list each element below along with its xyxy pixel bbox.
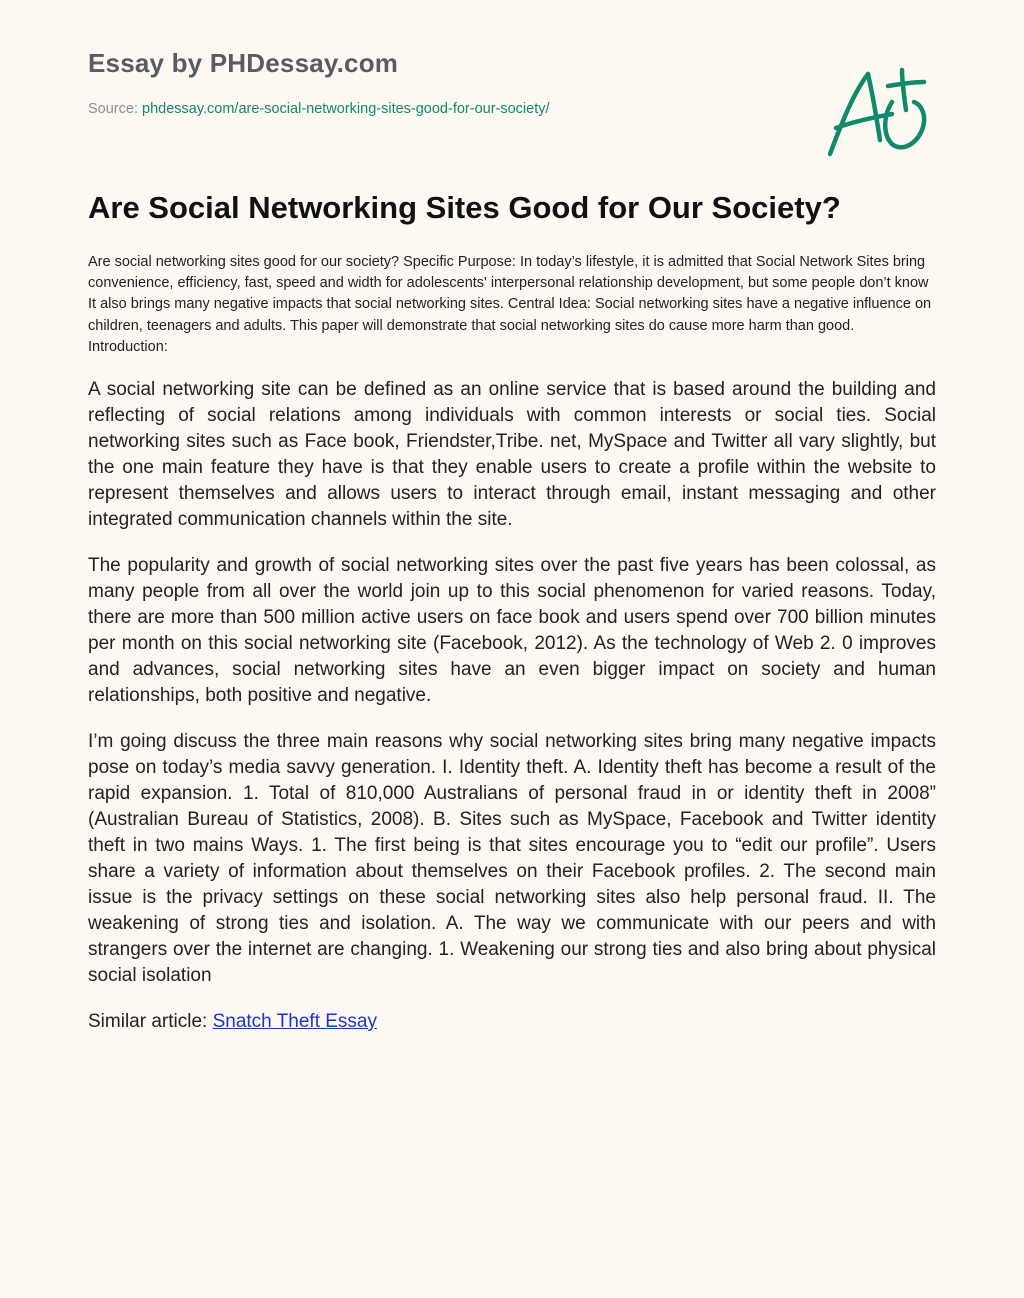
similar-label: Similar article: <box>88 1011 208 1032</box>
intro-paragraph: Are social networking sites good for our society? Specific Purpose: In today’s lifestyle, it is admitted that Social Network Sites bring convenience, efficiency, fast, speed and width for adolescents' interpersonal relationship development, but some people don’t know It also brings many negative impacts that social networking sites. Central Idea: Social networking sites have a negative influence on children, teenagers and adults. This paper will demonstrate that social networking sites do cause more harm than good. Introduction: <box>88 254 932 355</box>
similar-article-link[interactable]: Snatch Theft Essay <box>212 1011 377 1032</box>
a-plus-grade-logo <box>820 62 930 162</box>
source-label: Source: <box>88 101 138 117</box>
site-title: Essay by PHDessay.com <box>88 48 399 78</box>
body-paragraph-2: The popularity and growth of social networking sites over the past five years has been colossal, as many people from all over the world join up to this social phenomenon for varied reasons. Today, there are more than 500 million active users on face book and users spend over 700 billion minutes per month on this social networking site (Facebook, 2012). As the technology of Web 2. 0 improves and advances, social networking sites have an even bigger impact on society and human relationships, both positive and negative. <box>88 555 936 706</box>
similar-article <box>88 1009 377 1035</box>
source-link[interactable]: phdessay.com/are-social-networking-sites-good-for-our-society/ <box>142 101 550 117</box>
body-paragraph-3: I’m going discuss the three main reasons why social networking sites bring many negative impacts pose on today’s media savvy generation. I. Identity theft. A. Identity theft has become a result of the rapid expansion. 1. Total of 810,000 Australians of personal fraud in or identity theft in 2008” (Australian Bureau of Statistics, 2008). B. Sites such as MySpace, Facebook and Twitter identity theft in two mains Ways. 1. The first being is that sites encourage you to “edit our profile”. Users share a variety of information about themselves on their Facebook profiles. 2. The second main issue is the privacy settings on these social networking sites also help personal fraud. II. The weakening of strong ties and isolation. A. The way we communicate with our peers and with strangers over the internet are changing. 1. Weakening our strong ties and also bring about physical social isolation <box>88 731 936 986</box>
body-paragraph-1: A social networking site can be defined as an online service that is based around the building and reflecting of social relations among individuals with common interests or social ties. Social networking sites such as Face book, Friendster,Tribe. net, MySpace and Twitter all vary slightly, but the one main feature they have is that they enable users to create a profile within the website to represent themselves and allows users to interact through email, instant messaging and other integrated communication channels within the site. <box>88 379 936 530</box>
source-line <box>88 101 550 117</box>
essay-title: Are Social Networking Sites Good for Our Society? <box>88 190 841 225</box>
